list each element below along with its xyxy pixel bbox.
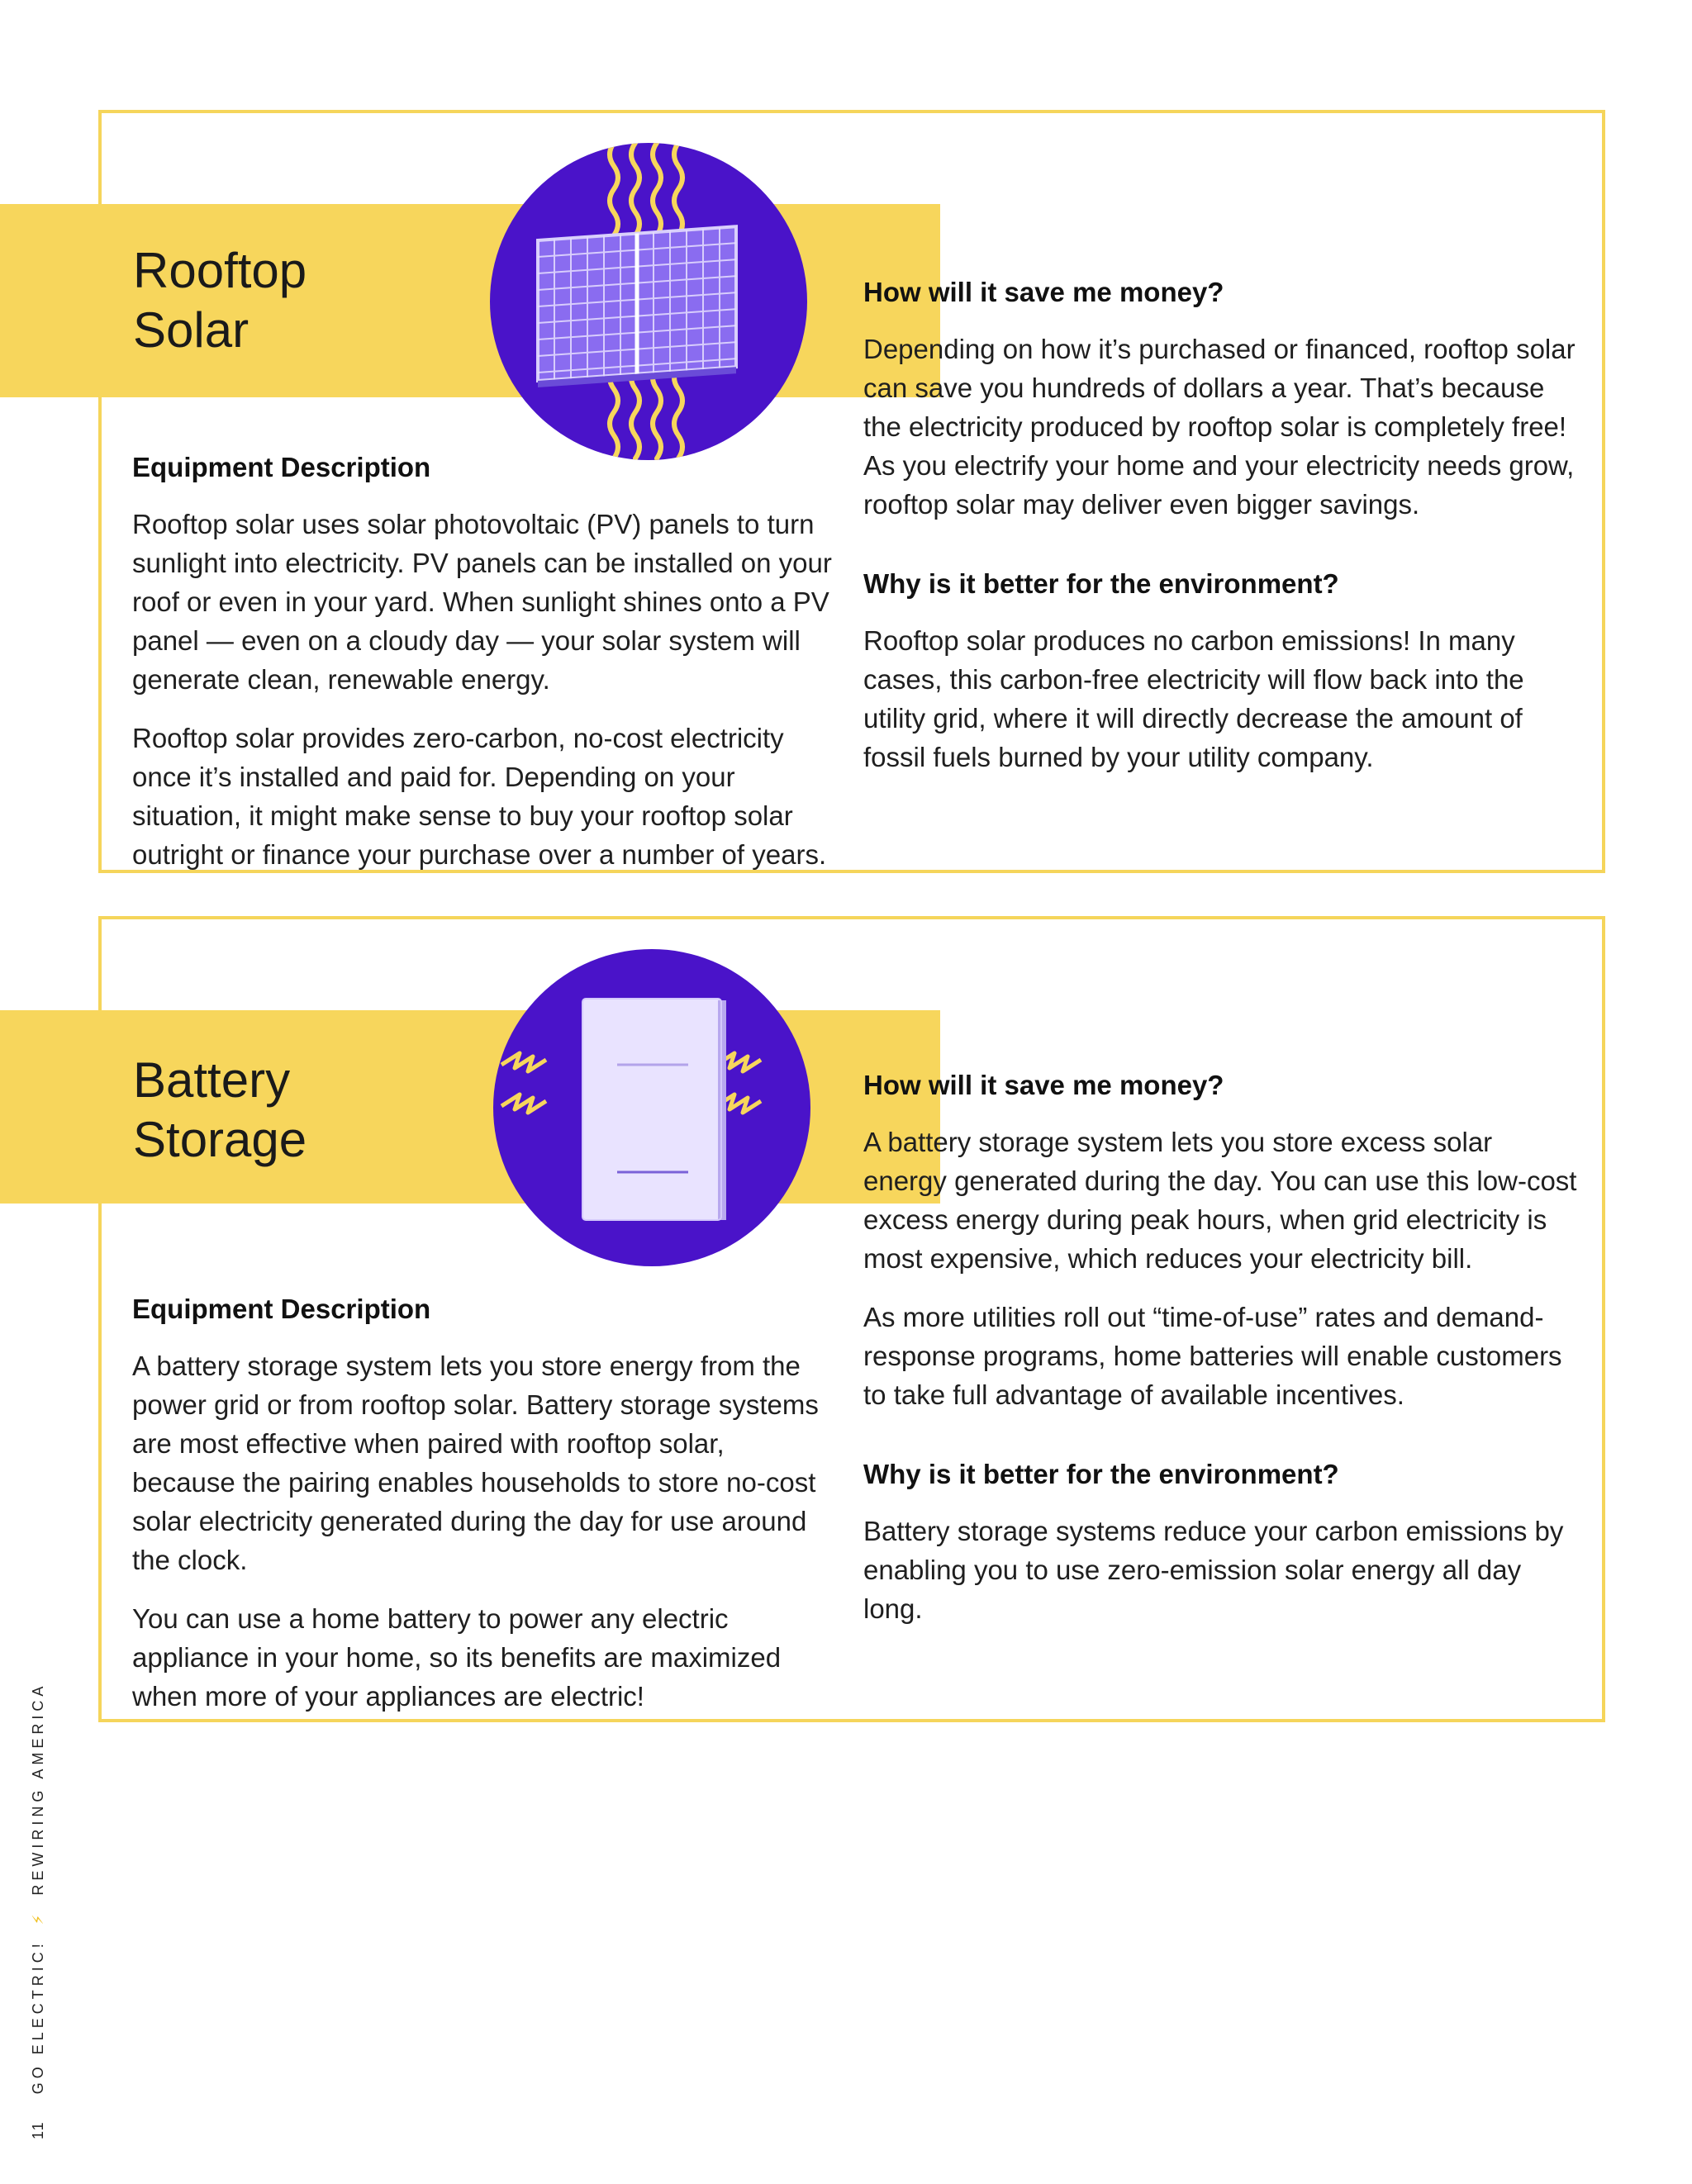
page-number: 11 (30, 2120, 46, 2139)
equipment-column (132, 450, 834, 874)
title-line-2: Storage (133, 1112, 307, 1167)
equipment-paragraph-1: Rooftop solar uses solar photovoltaic (PV) panels to turn sunlight into electricity. PV panels can be installed on your roof or even in your yard. When sunlight shines onto a PV panel — even on a cloudy day — your solar system will generate clean, renewable energy. (132, 509, 832, 695)
environment-heading: Why is it better for the environment? (863, 568, 1339, 599)
environment-heading: Why is it better for the environment? (863, 1459, 1339, 1489)
money-paragraph-1: A battery storage system lets you store excess solar energy generated during the day. You can use this low-cost excess energy during peak hours, when grid electricity is most expensive, which reduces your electricity bill. (863, 1127, 1577, 1274)
title-line-1: Rooftop (133, 243, 307, 298)
money-paragraph: Depending on how it’s purchased or financed, rooftop solar can save you hundreds of dollars a year. That’s because the electricity produced by rooftop solar is completely free! As you electrify your home and your electricity needs grow, rooftop solar may deliver even bigger savings. (863, 334, 1576, 520)
solar-panel-icon (490, 143, 807, 460)
lightning-bolt-icon: ⚡ (30, 1910, 46, 1925)
equipment-heading: Equipment Description (132, 452, 431, 482)
money-heading: How will it save me money? (863, 277, 1224, 307)
equipment-heading: Equipment Description (132, 1294, 431, 1324)
section-title (133, 241, 307, 360)
equipment-paragraph-1: A battery storage system lets you store energy from the power grid or from rooftop solar. Battery storage systems are most effective when paired with rooftop solar, because the pairing enables households to store no-cost solar electricity generated during the day for use around the clock. (132, 1351, 819, 1575)
title-line-1: Battery (133, 1052, 291, 1108)
environment-paragraph: Rooftop solar produces no carbon emissions! In many cases, this carbon-free electricity will flow back into the utility grid, where it will directly decrease the amount of fossil fuels burned by your utility company. (863, 625, 1524, 772)
equipment-paragraph-2: Rooftop solar provides zero-carbon, no-cost electricity once it’s installed and paid for. Depending on your situation, it might make sense to buy your rooftop solar outright or finance your purchase over a number of years. (132, 723, 827, 870)
environment-paragraph: Battery storage systems reduce your carbon emissions by enabling you to use zero-emission solar energy all day long. (863, 1516, 1564, 1624)
money-heading: How will it save me money? (863, 1070, 1224, 1100)
page-footer (30, 1683, 47, 2139)
rooftop-solar-card (98, 110, 1605, 873)
footer-left-text: GO ELECTRIC! (30, 1939, 46, 2095)
battery-storage-card (98, 916, 1605, 1722)
equipment-column (132, 1292, 834, 1716)
benefits-column (863, 1000, 1582, 1628)
home-battery-icon (493, 949, 810, 1266)
footer-right-text: REWIRING AMERICA (30, 1682, 46, 1896)
benefits-column (863, 196, 1582, 776)
title-line-2: Solar (133, 302, 250, 358)
money-paragraph-2: As more utilities roll out “time-of-use” rates and demand-response programs, home batteries will enable customers to take full advantage of available incentives. (863, 1302, 1562, 1410)
section-title (133, 1051, 307, 1170)
equipment-paragraph-2: You can use a home battery to power any electric appliance in your home, so its benefits are maximized when more of your appliances are electric! (132, 1603, 782, 1712)
